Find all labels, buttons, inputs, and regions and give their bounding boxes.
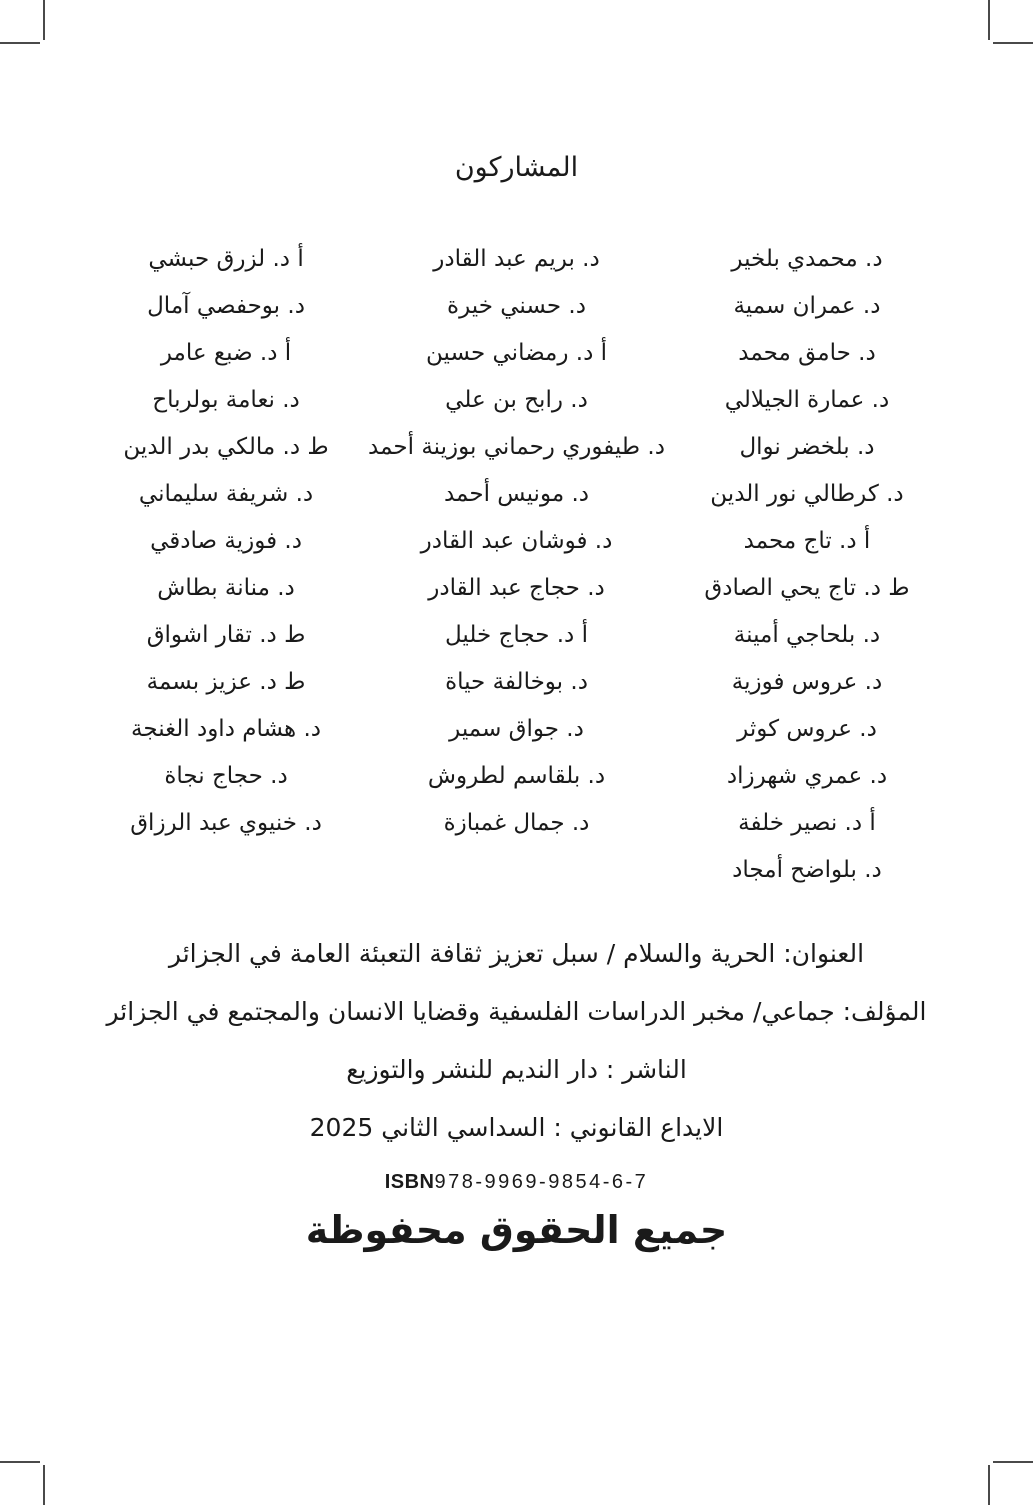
participant-name: د. هشام داود الغنجة [131, 716, 322, 742]
bibliographic-block [60, 925, 973, 1194]
participant-name: أ د. تاج محمد [743, 528, 871, 554]
participant-name: ط د. تاج يحي الصادق [704, 575, 910, 601]
participant-name: د. فوزية صادقي [150, 528, 302, 554]
isbn-line [60, 1171, 973, 1194]
participants-column-left [84, 236, 368, 847]
participant-name: د. بلحاجي أمينة [733, 622, 881, 648]
participant-name: أ د. رمضاني حسين [426, 340, 608, 366]
participant-name: د. بلخضر نوال [739, 434, 875, 460]
participant-name: د. طيفوري رحماني بوزينة أحمد [368, 434, 665, 460]
participant-name: ط د. مالكي بدر الدين [123, 434, 329, 460]
participant-name: د. بوخالفة حياة [445, 669, 588, 695]
crop-mark-top-left-vertical [43, 0, 45, 40]
participant-name: د. شريفة سليماني [138, 481, 314, 507]
participant-name: د. حامق محمد [738, 340, 876, 366]
isbn-value: 978-9969-9854-6-7 [434, 1171, 649, 1193]
book-publisher-line: الناشر : دار النديم للنشر والتوزيع [346, 1055, 687, 1084]
crop-mark-bottom-left-horizontal [0, 1461, 40, 1463]
participant-name: د. حجاج عبد القادر [428, 575, 605, 601]
participants-columns [80, 236, 953, 894]
isbn-label: ISBN [384, 1171, 435, 1193]
participant-name: د. جواق سمير [449, 716, 584, 742]
crop-mark-bottom-right-vertical [988, 1465, 990, 1505]
participant-name: ط د. عزيز بسمة [146, 669, 306, 695]
participant-name: أ د. لزرق حبشي [148, 246, 304, 272]
participant-name: د. حسني خيرة [447, 293, 586, 319]
participant-name: د. محمدي بلخير [731, 246, 883, 272]
participant-name: د. رابح بن علي [445, 387, 588, 413]
participant-name: د. نعامة بولرباح [152, 387, 300, 413]
participant-name: د. عمارة الجيلالي [724, 387, 890, 413]
crop-mark-bottom-left-vertical [43, 1465, 45, 1505]
participant-name: د. كرطالي نور الدين [710, 481, 904, 507]
participant-name: د. عروس فوزية [731, 669, 883, 695]
participant-name: أ د. حجاج خليل [445, 622, 588, 648]
book-author-line: المؤلف: جماعي/ مخبر الدراسات الفلسفية وقضايا الانسان والمجتمع في الجزائر [106, 997, 927, 1026]
participant-name: د. منانة بطاش [157, 575, 295, 601]
participant-name: د. بلواضح أمجاد [732, 857, 882, 883]
participant-name: ط د. تقار اشواق [146, 622, 306, 648]
participant-name: د. بلقاسم لطروش [427, 763, 606, 789]
participants-column-right [665, 236, 949, 894]
participant-name: د. مونيس أحمد [443, 481, 590, 507]
participant-name: د. عمران سمية [733, 293, 881, 319]
all-rights-reserved-text: جميع الحقوق محفوظة [305, 1208, 728, 1252]
participant-name: د. عروس كوثر [737, 716, 877, 742]
crop-mark-bottom-right-horizontal [993, 1461, 1033, 1463]
participants-heading: المشاركون [454, 152, 579, 183]
participant-name: د. خنيوي عبد الرزاق [130, 810, 322, 836]
book-title-line: العنوان: الحرية والسلام / سبل تعزيز ثقافة التعبئة العامة في الجزائر [168, 939, 865, 968]
crop-mark-top-right-vertical [988, 0, 990, 40]
participant-name: د. عمري شهرزاد [726, 763, 888, 789]
participant-name: د. بريم عبد القادر [433, 246, 600, 272]
participant-name: د. بوحفصي آمال [147, 293, 305, 319]
legal-deposit-line: الايداع القانوني : السداسي الثاني 2025 [309, 1113, 724, 1142]
crop-mark-top-right-horizontal [993, 42, 1033, 44]
crop-mark-top-left-horizontal [0, 42, 40, 44]
participant-name: أ د. نصير خلفة [738, 810, 876, 836]
participant-name: أ د. ضبع عامر [160, 340, 292, 366]
participants-column-middle [368, 236, 665, 847]
participant-name: د. حجاج نجاة [164, 763, 288, 789]
participant-name: د. جمال غمبازة [443, 810, 590, 836]
participant-name: د. فوشان عبد القادر [420, 528, 613, 554]
